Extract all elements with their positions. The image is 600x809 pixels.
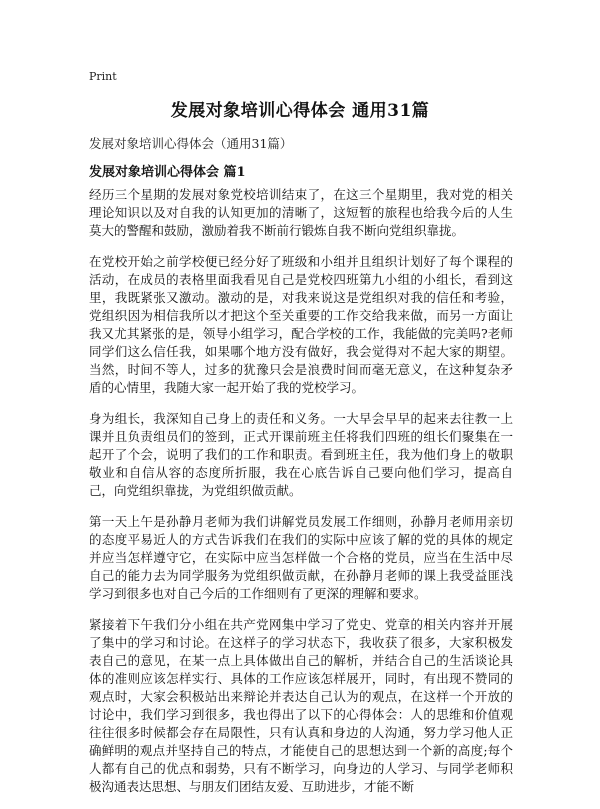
paragraph: 身为组长，我深知自己身上的责任和义务。一大早会早早的起来去往教一上课并且负责组员们的签到，正式开课前班主任将我们四班的组长们聚集在一起开了个会，说明了我们的工作和职责。看到班主任，我为他们身上的敬职敬业和自信从容的态度所折服，我在心底告诉自己要向他们学习，提高自己，向党组织靠拢，为党组织做贡献。 <box>89 411 513 498</box>
article-body <box>89 186 513 809</box>
document-title: 发展对象培训心得体会 通用31篇 <box>170 101 430 121</box>
paragraph: 在党校开始之前学校便已经分好了班级和小组并且组织计划好了每个课程的活动，在成员的表格里面我看见自己是党校四班第九小组的小组长，看到这里，我既紧张又激动。激动的是，对我来说这是党组织对我的信任和考验，党组织因为相信我所以才把这个至关重要的工作交给我来做，而另一方面让我又尤其紧张的是，领导小组学习，配合学校的工作，我能做的完美吗?老师同学们这么信任我，如果哪个地方没有做好，我会觉得对不起大家的期望。当然，时间不等人，过多的犹豫只会是浪费时间而毫无意义，在这种复杂矛盾的心情里，我随大家一起开始了我的党校学习。 <box>89 254 513 395</box>
paragraph: 第一天上午是孙静月老师为我们讲解党员发展工作细则，孙静月老师用亲切的态度平易近人的方式告诉我们在我们的实际中应该了解的党的具体的规定并应当怎样遵守它，在实际中应当怎样做一个合格的党员，应当在生活中尽自己的能力去为同学服务为党组织做贡献，在孙静月老师的课上我受益匪浅学习到很多也对自己今后的工作细则有了更深的理解和要求。 <box>89 514 513 601</box>
document-subtitle: 发展对象培训心得体会（通用31篇） <box>89 136 293 151</box>
section-heading: 发展对象培训心得体会 篇1 <box>89 165 246 180</box>
paragraph: 经历三个星期的发展对象党校培训结束了，在这三个星期里，我对党的相关理论知识以及对自我的认知更加的清晰了，这短暂的旅程也给我今后的人生莫大的警醒和鼓励，激励着我不断前行锻炼自我不断向党组织靠拢。 <box>89 187 513 238</box>
print-link[interactable]: Print <box>89 70 117 83</box>
paragraph: 紧接着下午我们分小组在共产党网集中学习了党史、党章的相关内容并开展了集中的学习和讨论。在这样子的学习状态下，我收获了很多，大家积极发表自己的意见，在某一点上具体做出自己的解析，并结合自己的生活谈论具体的准则应该怎样实行、具体的工作应该怎样展开，同时，有出现不赞同的观点时，大家会积极站出来辩论并表达自己认为的观点，在这样一个开放的讨论中，我们学习到很多，我也得出了以下的心得体会：人的思维和价值观往往很多时候都会存在局限性，只有认真和身边的人沟通，努力学习他人正确鲜明的观点并坚持自己的特点，才能使自己的思想达到一个新的高度;每个人都有自己的优点和弱势，只有不断学习，向身边的人学习、与同学老师积极沟通表达思想、与朋友们团结友爱、互助进步，才能不断 <box>89 617 513 794</box>
